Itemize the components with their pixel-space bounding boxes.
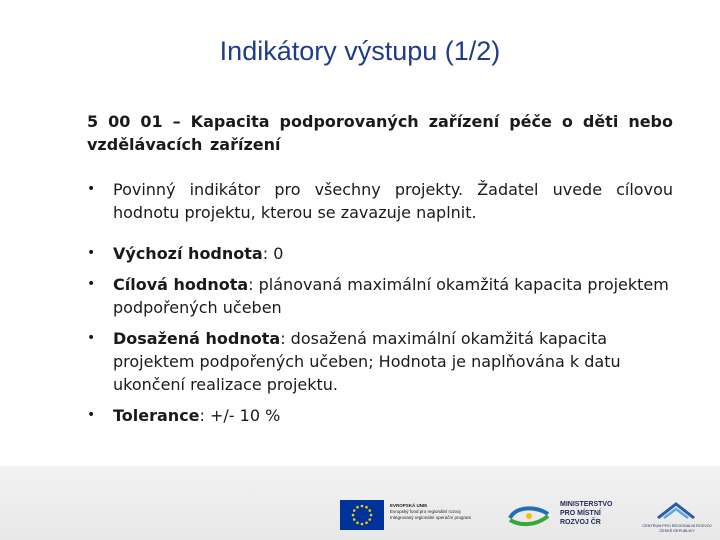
bullet-label: Výchozí hodnota	[113, 244, 263, 263]
bullet-icon: •	[87, 245, 96, 261]
ministry-line: PRO MÍSTNÍ	[560, 510, 601, 517]
list-item	[87, 242, 673, 265]
slide-content	[87, 110, 673, 435]
eu-text-line: EVROPSKÁ UNIE	[390, 503, 428, 508]
eu-text-line: Integrovaný regionální operační program	[390, 515, 472, 520]
bullet-list	[87, 178, 673, 427]
bullet-label: Dosažená hodnota	[113, 329, 281, 348]
ministry-line: MINISTERSTVO	[560, 501, 613, 508]
ministry-line: ROZVOJ ČR	[560, 519, 601, 526]
list-item	[87, 327, 673, 396]
bullet-text: : plánovaná maximální okamžitá kapacita projektem podpořených učeben	[113, 275, 669, 317]
eu-flag-icon	[340, 500, 384, 530]
bullet-text: : dosažená maximální okamžitá kapacita projektem podpořených učeben; Hodnota je naplňována k datu ukončení realizace projektu.	[113, 329, 621, 394]
ministry-name	[560, 500, 630, 527]
list-item	[87, 273, 673, 319]
bullet-icon: •	[87, 330, 96, 346]
bullet-text: Povinný indikátor pro všechny projekty. Žadatel uvede cílovou hodnotu projektu, kterou se zavazuje naplnit.	[113, 180, 673, 222]
list-item	[87, 178, 673, 224]
bullet-icon: •	[87, 276, 96, 292]
bullet-label: Tolerance	[113, 406, 200, 425]
mmr-logo-icon	[506, 504, 552, 528]
bullet-icon: •	[87, 181, 96, 197]
bullet-label: Cílová hodnota	[113, 275, 249, 294]
bullet-text: : +/- 10 %	[199, 406, 281, 425]
bullet-icon: •	[87, 407, 96, 423]
eu-text-line: Evropský fond pro regionální rozvoj	[390, 509, 461, 514]
slide-title: Indikátory výstupu (1/2)	[219, 36, 501, 66]
bullet-text: : 0	[262, 244, 284, 263]
list-item	[87, 404, 673, 427]
indicator-heading: 5 00 01 – Kapacita podporovaných zařízení péče o děti nebo vzdělávacích zařízení	[87, 112, 673, 154]
eu-program-text	[390, 503, 502, 521]
crr-text: CENTRUM PRO REGIONÁLNÍ ROZVOJ ČESKÉ REPUBLIKY	[642, 524, 712, 533]
